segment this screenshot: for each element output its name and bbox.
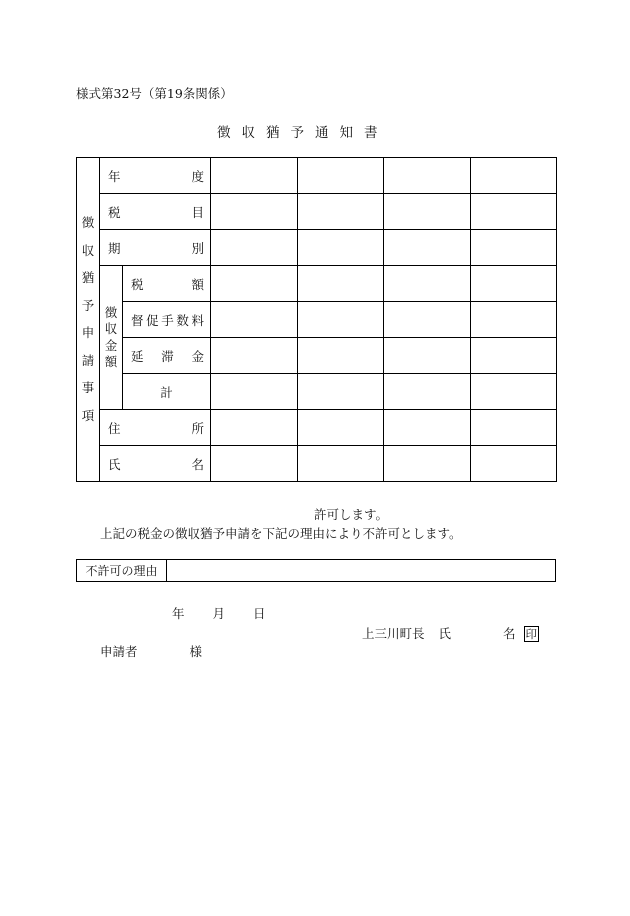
- applicant-line: [100, 642, 202, 660]
- cell-reminder-fee-2[interactable]: [298, 302, 384, 338]
- label-name: 氏 名: [100, 446, 211, 482]
- row-name: [77, 446, 557, 482]
- label-reminder-fee: 督 促 手 数 料: [123, 302, 211, 338]
- issuer-name-label-1: 氏: [438, 626, 452, 641]
- label-late-charge: 延 滞 金: [123, 338, 211, 374]
- permit-text: 許可します。: [314, 507, 389, 522]
- cell-late-charge-3[interactable]: [384, 338, 471, 374]
- form-number: 様式第32号（第19条関係）: [76, 86, 233, 101]
- cell-tax-item-3[interactable]: [384, 194, 471, 230]
- row-reminder-fee: [77, 302, 557, 338]
- row-tax-amount: [77, 266, 557, 302]
- row-total: [77, 374, 557, 410]
- row-period: [77, 230, 557, 266]
- label-fiscal-year: 年 度: [100, 158, 211, 194]
- cell-late-charge-2[interactable]: [298, 338, 384, 374]
- issuer-title: 上三川町長: [362, 626, 425, 641]
- cell-name-2[interactable]: [298, 446, 384, 482]
- row-fiscal-year: [77, 158, 557, 194]
- cell-tax-item-1[interactable]: [211, 194, 298, 230]
- cell-total-3[interactable]: [384, 374, 471, 410]
- document-title: 徴収猶予通知書: [217, 125, 389, 141]
- denial-reason-field[interactable]: [167, 560, 555, 581]
- cell-address-3[interactable]: [384, 410, 471, 446]
- cell-total-1[interactable]: [211, 374, 298, 410]
- applicant-honorific: 様: [189, 644, 203, 659]
- cell-name-1[interactable]: [211, 446, 298, 482]
- cell-tax-amount-3[interactable]: [384, 266, 471, 302]
- cell-address-1[interactable]: [211, 410, 298, 446]
- denial-reason-label: 不許可の理由: [77, 560, 167, 581]
- cell-total-4[interactable]: [471, 374, 557, 410]
- issuer-line: [362, 624, 539, 642]
- cell-address-2[interactable]: [298, 410, 384, 446]
- denial-text: 上記の税金の徴収猶予申請を下記の理由により不許可とします。: [100, 526, 462, 541]
- date-day-label: 日: [253, 606, 266, 621]
- seal-mark: 印: [525, 627, 537, 641]
- cell-total-2[interactable]: [298, 374, 384, 410]
- cell-reminder-fee-4[interactable]: [471, 302, 557, 338]
- cell-address-4[interactable]: [471, 410, 557, 446]
- cell-reminder-fee-3[interactable]: [384, 302, 471, 338]
- cell-late-charge-4[interactable]: [471, 338, 557, 374]
- cell-tax-amount-4[interactable]: [471, 266, 557, 302]
- label-address: 住 所: [100, 410, 211, 446]
- cell-fiscal-year-2[interactable]: [298, 158, 384, 194]
- cell-reminder-fee-1[interactable]: [211, 302, 298, 338]
- cell-fiscal-year-1[interactable]: [211, 158, 298, 194]
- cell-period-3[interactable]: [384, 230, 471, 266]
- issuer-name-label-2: 名: [503, 626, 516, 641]
- cell-tax-item-2[interactable]: [298, 194, 384, 230]
- label-tax-item: 税 目: [100, 194, 211, 230]
- date-month-label: 月: [212, 606, 226, 621]
- cell-tax-amount-2[interactable]: [298, 266, 384, 302]
- cell-late-charge-1[interactable]: [211, 338, 298, 374]
- row-tax-item: [77, 194, 557, 230]
- deferral-table: [76, 157, 557, 482]
- cell-fiscal-year-4[interactable]: [471, 158, 557, 194]
- cell-name-4[interactable]: [471, 446, 557, 482]
- cell-period-4[interactable]: [471, 230, 557, 266]
- cell-name-3[interactable]: [384, 446, 471, 482]
- applicant-label: 申請者: [100, 644, 138, 659]
- row-address: [77, 410, 557, 446]
- label-total: 計: [123, 374, 211, 410]
- cell-tax-amount-1[interactable]: [211, 266, 298, 302]
- inner-label-collection-amount: 徴 収 金 額: [100, 266, 123, 410]
- label-period: 期 別: [100, 230, 211, 266]
- cell-fiscal-year-3[interactable]: [384, 158, 471, 194]
- cell-period-2[interactable]: [298, 230, 384, 266]
- cell-tax-item-4[interactable]: [471, 194, 557, 230]
- row-late-charge: [77, 338, 557, 374]
- date-year-label: 年: [172, 606, 185, 621]
- denial-reason-box: [76, 559, 556, 582]
- label-tax-amount: 税 額: [123, 266, 211, 302]
- cell-period-1[interactable]: [211, 230, 298, 266]
- date-line: [172, 604, 266, 622]
- outer-label-application-items: 徴 収 猶 予 申 請 事 項: [77, 158, 100, 482]
